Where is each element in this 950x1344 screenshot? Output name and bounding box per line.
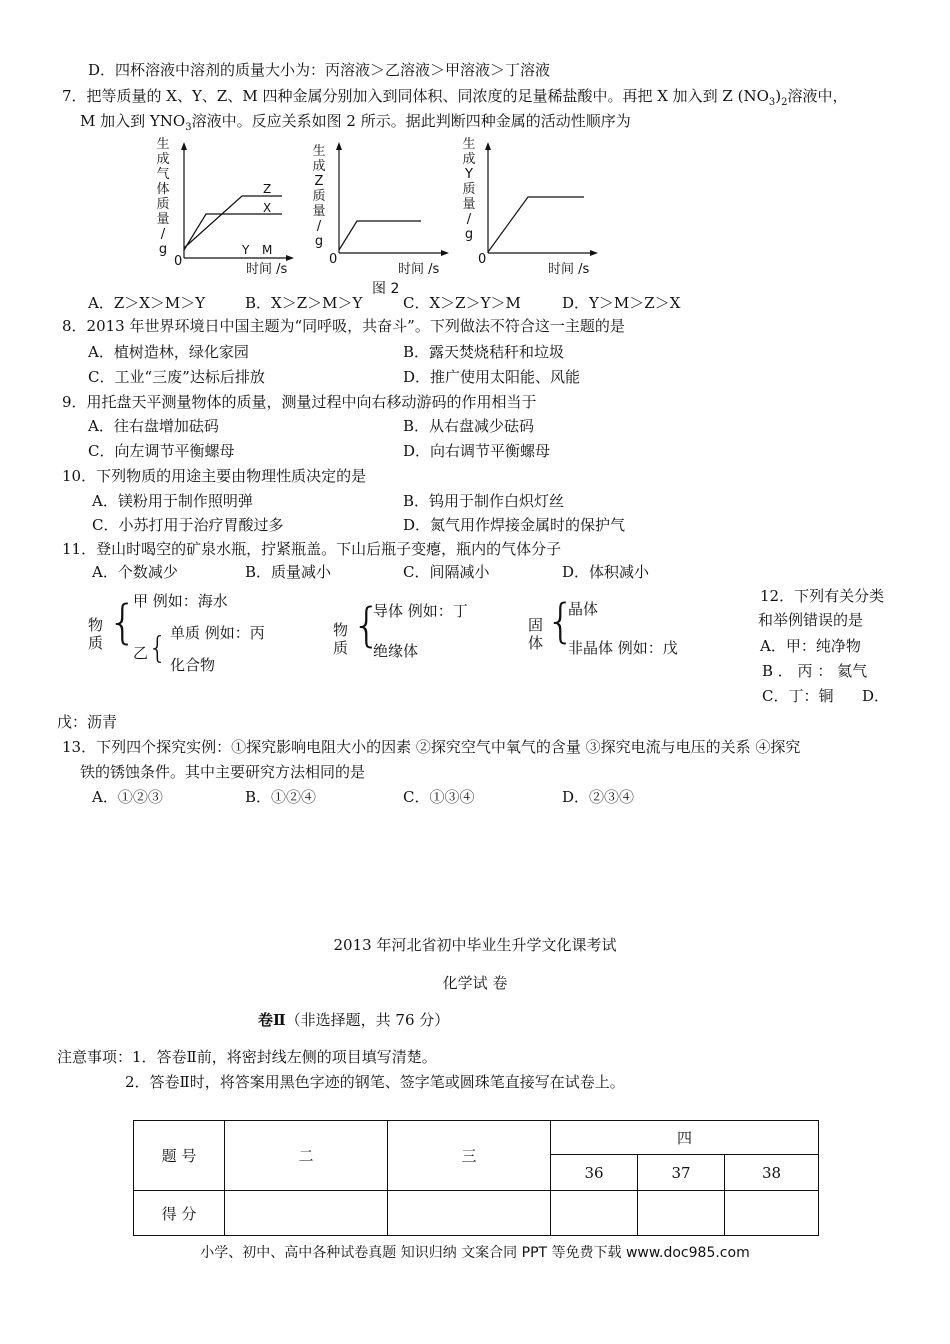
q7-sub-3: 3 [768, 97, 776, 108]
c1-danzhi: 单质 例如：丙 [170, 624, 265, 642]
c3-brace-icon: { [546, 594, 576, 648]
graph1-xlabel: 时间 /s [246, 262, 288, 277]
row-label-question-number: 题 号 [134, 1121, 225, 1191]
graph1-plot [170, 140, 300, 275]
c1-huahewu: 化合物 [170, 656, 216, 674]
footer-text: 小学、初中、高中各种试卷真题 知识归纳 文案合同 PPT 等免费下载 www.doc985.com [200, 1245, 750, 1261]
c1-jia: 甲 例如：海水 [133, 592, 228, 610]
q9-option-d: D．向右调节平衡螺母 [403, 442, 551, 460]
score-cell-2 [225, 1191, 388, 1236]
graph3-plot [474, 140, 604, 265]
q13-option-d: D．②③④ [562, 788, 635, 806]
score-cell-3 [388, 1191, 551, 1236]
q7-option-a: A．Z＞X＞M＞Y [88, 294, 206, 312]
graph1-label-m: M [262, 243, 273, 257]
q12-option-b: B ． 丙 ： 氦气 [762, 662, 868, 680]
q10-option-c: C．小苏打用于治疗胃酸过多 [92, 516, 284, 534]
q13-stem-line1: 13．下列四个探究实例：①探究影响电阻大小的因素 ②探究空气中氧气的含量 ③探究电流与电压的关系 ④探究 [62, 738, 801, 756]
q10-stem: 10．下列物质的用途主要由物理性质决定的是 [62, 467, 367, 485]
graph1-origin: 0 [174, 254, 183, 269]
sub-col-36: 36 [551, 1155, 638, 1191]
score-table [133, 1120, 819, 1236]
q11-stem: 11．登山时喝空的矿泉水瓶，拧紧瓶盖。下山后瓶子变瘪，瓶内的气体分子 [62, 540, 562, 558]
q6-option-d: D．四杯溶液中溶剂的质量大小为：丙溶液＞乙溶液＞甲溶液＞丁溶液 [88, 61, 551, 79]
c2-brace-icon: { [352, 598, 382, 652]
graph3-line [488, 197, 584, 252]
col-header-2: 二 [225, 1121, 388, 1191]
q12-option-d-label: D． [862, 687, 890, 705]
q7-sub-2: 2 [781, 97, 788, 108]
section-heading: 卷Ⅱ（非选择题，共 76 分） [258, 1011, 450, 1029]
score-cell-36 [551, 1191, 638, 1236]
c2-jueyuan: 绝缘体 [373, 642, 419, 660]
q13-option-c: C．①③④ [403, 788, 475, 806]
q7-stem-line2: M 加入到 $YNO_3$溶液中。反应关系如图 2 所示。据此判断四种金属的活动性顺序为 [80, 112, 631, 133]
q13-option-a: A．①②③ [92, 788, 163, 806]
q9-option-b: B．从右盘减少砝码 [403, 417, 535, 435]
q10-option-d: D．氮气用作焊接金属时的保护气 [403, 516, 626, 534]
graph3-origin: 0 [478, 252, 487, 267]
notice-1: 注意事项：1．答卷Ⅱ前，将密封线左侧的项目填写清楚。 [57, 1048, 437, 1066]
graph3-y-arrow-icon [485, 142, 491, 150]
graph1-y-arrow-icon [181, 142, 187, 150]
c1-root: 物 质 [88, 616, 104, 652]
q8-option-b: B．露天焚烧秸秆和垃圾 [403, 343, 565, 361]
q11-option-a: A．个数减少 [92, 563, 178, 581]
q12-option-a: A．甲：纯净物 [760, 637, 861, 655]
q8-option-c: C．工业“三废”达标后排放 [88, 368, 265, 386]
col-header-4: 四 [551, 1121, 819, 1155]
q13-stem-line2: 铁的锈蚀条件。其中主要研究方法相同的是 [80, 763, 366, 781]
q7-stem-line1: 7．把等质量的 X、Y、Z、M 四种金属分别加入到同体积、同浓度的足量稀盐酸中。再把 X 加入到 Z $(NO_3)_2$溶液中， [62, 87, 848, 108]
c3-jingti: 晶体 [568, 600, 599, 618]
q8-stem: 8．2013 年世界环境日中国主题为“同呼吸，共奋斗”。下列做法不符合这一主题的是 [62, 317, 625, 335]
graph2-plot [325, 140, 455, 265]
graph2-x-arrow-icon [441, 250, 449, 256]
graph1-label-x: X [263, 201, 272, 215]
col-header-3: 三 [388, 1121, 551, 1191]
q13-option-b: B．①②④ [245, 788, 317, 806]
c2-root: 物 质 [333, 621, 349, 657]
sub-col-37: 37 [638, 1155, 725, 1191]
q7-option-d: D．Y＞M＞Z＞X [562, 294, 681, 312]
q9-option-a: A．往右盘增加砝码 [88, 417, 219, 435]
q9-option-c: C．向左调节平衡螺母 [88, 442, 235, 460]
graph3-x-arrow-icon [590, 250, 598, 256]
graph3-xlabel: 时间 /s [548, 262, 590, 277]
score-cell-37 [638, 1191, 725, 1236]
c2-daoti: 导体 例如：丁 [373, 602, 468, 620]
row-label-score: 得 分 [134, 1191, 225, 1236]
c3-root: 固 体 [528, 616, 544, 652]
graph2-y-arrow-icon [336, 142, 342, 150]
c1-brace-icon: { [108, 595, 138, 649]
q11-option-d: D．体积减小 [562, 563, 650, 581]
graph2-line [339, 221, 421, 250]
q11-option-b: B．质量减小 [245, 563, 332, 581]
q9-stem: 9．用托盘天平测量物体的质量，测量过程中向右移动游码的作用相当于 [62, 393, 537, 411]
figure-caption: 图 2 [372, 281, 400, 297]
q8-option-d: D．推广使用太阳能、风能 [403, 368, 581, 386]
score-cell-38 [725, 1191, 819, 1236]
sub-col-38: 38 [725, 1155, 819, 1191]
c3-feijingti: 非晶体 例如：戊 [568, 639, 678, 657]
q12-option-c: C．丁：铜 [762, 687, 834, 705]
graph1-ylabel: 生 成 气 体 质 量 / g [156, 137, 170, 257]
q11-option-c: C．间隔减小 [403, 563, 490, 581]
c1-sub-brace-icon: { [148, 631, 168, 666]
q12-stem-line1: 12．下列有关分类 [760, 587, 885, 605]
graph2-origin: 0 [329, 252, 338, 267]
exam-title: 2013 年河北省初中毕业生升学文化课考试 [333, 936, 617, 954]
graph2-ylabel: 生 成 Z 质 量 / g [312, 144, 326, 249]
notice-2: 2．答卷Ⅱ时，将答案用黑色字迹的钢笔、签字笔或圆珠笔直接写在试卷上。 [125, 1073, 625, 1091]
graph3-ylabel: 生 成 Y 质 量 / g [462, 137, 476, 242]
graph1-label-y: Y [242, 243, 250, 257]
q7-option-b: B．X＞Z＞M＞Y [245, 294, 363, 312]
q8-option-a: A．植树造林，绿化家园 [88, 343, 249, 361]
q10-option-b: B．钨用于制作白炽灯丝 [403, 492, 565, 510]
q7-option-c: C．X＞Z＞Y＞M [403, 294, 521, 312]
subject-title: 化学试 卷 [442, 974, 508, 992]
graph2-xlabel: 时间 /s [398, 262, 440, 277]
q12-option-d-text: 戊：沥青 [57, 713, 118, 731]
graph1-label-z: Z [263, 182, 272, 196]
c1-yi: 乙 [133, 644, 149, 662]
q12-stem-line2: 和举例错误的是 [758, 611, 864, 629]
q10-option-a: A．镁粉用于制作照明弹 [92, 492, 253, 510]
